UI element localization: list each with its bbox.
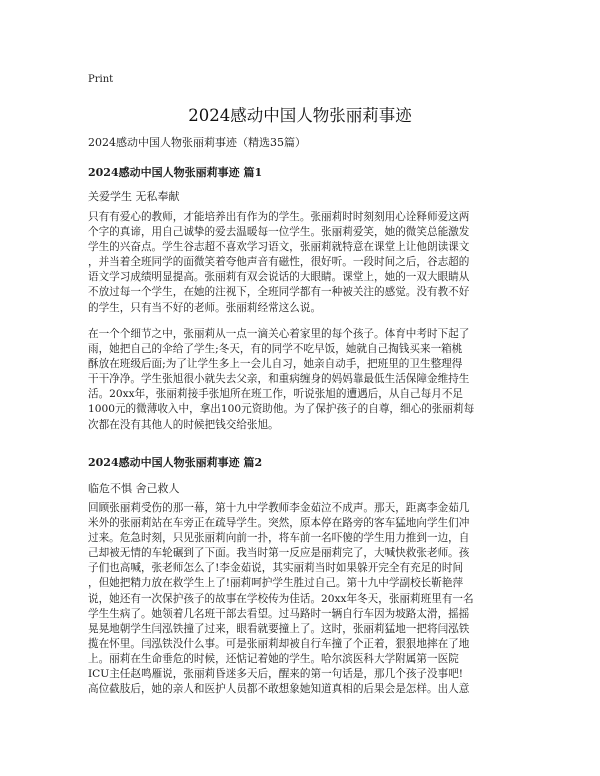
paragraph-line: 只有有爱心的教师，才能培养出有作为的学生。张丽莉时时刻刻用心诠释师爱这两: [88, 211, 470, 223]
paragraph-line: 酥放在班级后面;为了让学生多上一会儿自习，她亲自动手，把班里的卫生整理得: [88, 358, 463, 371]
document-subtitle: 2024感动中国人物张丽莉事迹（精选35篇）: [88, 136, 306, 149]
paragraph-line: 上。丽莉在生命垂危的时候，还惦记着她的学生。哈尔滨医科大学附属第一医院: [88, 652, 459, 665]
paragraph-line: ICU主任赵鸣雁说，张丽莉昏迷多天后，醒来的第一句话是，那几个孩子没事吧!: [88, 668, 464, 681]
paragraph-line: 个字的真谛，用自己诚挚的爱去温暖每一位学生。张丽莉爱笑，她的微笑总能激发: [88, 226, 470, 239]
paragraph-line: ，但她把精力放在救学生上了!丽莉呵护学生胜过自己。第十九中学副校长靳艳萍: [88, 577, 464, 590]
section-paragraph: [88, 501, 515, 697]
paragraph-line: 子们也高喊，张老师怎么了!李金茹说，其实丽莉当时如果躲开完全有充足的时间: [88, 562, 464, 575]
paragraph-line: 语文学习成绩明显提高。张丽莉有双会说话的大眼睛。课堂上，她的一双大眼睛从: [88, 271, 470, 284]
section-paragraph: [88, 327, 515, 433]
paragraph-line: 干干净净。学生张旭很小就失去父亲，和重病缠身的妈妈靠最低生活保障金维持生: [88, 373, 470, 386]
section-tagline: 关爱学生 无私奉献: [88, 190, 180, 203]
paragraph-line: 高位截肢后，她的亲人和医护人员都不敢想象她知道真相的后果会是怎样。出人意: [88, 683, 470, 696]
section-heading: 2024感动中国人物张丽莉事迹 篇2: [88, 456, 263, 469]
paragraph-line: 己却被无情的车轮碾到了下面。我当时第一反应是丽莉完了，大喊快救张老师。孩: [88, 547, 470, 560]
print-label: Print: [88, 74, 114, 85]
paragraph-line: 说，她还有一次保护孩子的故事在学校传为佳话。20xx年冬天，张丽莉班里有一名: [88, 592, 474, 605]
paragraph-line: 不放过每一个学生，在她的注视下，全班同学都有一种被关注的感觉。没有教不好: [88, 286, 470, 299]
section-paragraph: [88, 210, 515, 316]
paragraph-line: 1000元的微薄收入中，拿出100元资助他。为了保护孩子的自尊，细心的张丽莉每: [88, 403, 475, 416]
paragraph-line: 在一个个细节之中，张丽莉从一点一滴关心着家里的每个孩子。体育中考时下起了: [88, 328, 470, 340]
paragraph-line: 米外的张丽莉站在车旁正在疏导学生。突然，原本停在路旁的客车猛地向学生们冲: [88, 517, 470, 530]
paragraph-line: 回顾张丽莉受伤的那一幕，第十九中学教师李金茹泣不成声。那天，距离李金茹几: [88, 502, 470, 514]
section-heading: 2024感动中国人物张丽莉事迹 篇1: [88, 166, 263, 179]
paragraph-line: 揽在怀里。闫泓铁没什么事。可是张丽莉却被自行车撞了个正着，狠狠地摔在了地: [88, 637, 470, 650]
page-title: 2024感动中国人物张丽莉事迹: [188, 106, 412, 125]
paragraph-line: 活。20xx年，张丽莉接手张旭所在班工作，听说张旭的遭遇后，从自己每月不足: [88, 388, 464, 401]
paragraph-line: 的学生，只有当不好的老师。张丽莉经常这么说。: [88, 301, 322, 314]
paragraph-line: 学生的兴奋点。学生谷志超不喜欢学习语文，张丽莉就特意在课堂上让他朗读课文: [88, 241, 470, 254]
paragraph-line: 雨，她把自己的伞给了学生;冬天，有的同学不吃早饭，她就自己掏钱买来一箱桃: [88, 343, 463, 356]
paragraph-line: ，并当着全班同学的面微笑着夸他声音有磁性，很好听。一段时间之后，谷志超的: [88, 256, 470, 269]
paragraph-line: 学生生病了。她领着几名班干部去看望。过马路时一辆自行车因为坡路太滑，摇摇: [88, 607, 470, 620]
paragraph-line: 晃晃地朝学生闫泓铁撞了过来，眼看就要撞上了。这时，张丽莉猛地一把将闫泓铁: [88, 622, 470, 635]
section-tagline: 临危不惧 舍己救人: [88, 482, 180, 495]
paragraph-line: 次都在没有其他人的时候把钱交给张旭。: [88, 418, 279, 431]
paragraph-line: 过来。危急时刻，只见张丽莉向前一扑，将车前一名吓傻的学生用力推到一边，自: [88, 532, 470, 545]
